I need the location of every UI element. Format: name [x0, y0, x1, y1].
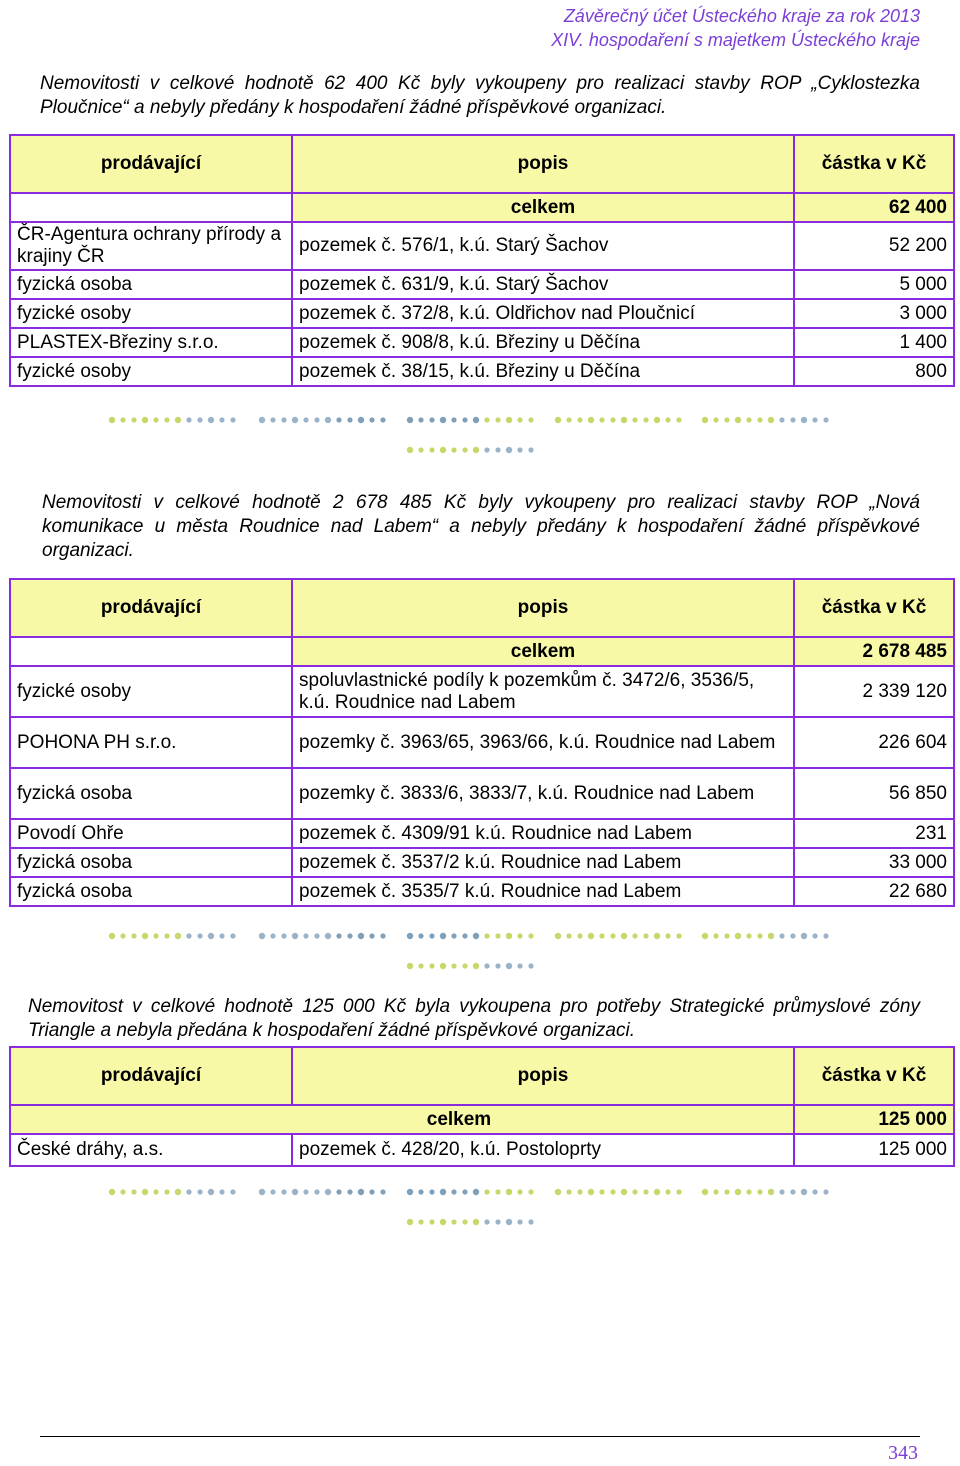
- ornament-dot: [451, 1189, 456, 1194]
- seller-cell: fyzická osoba: [10, 877, 292, 906]
- ornament-dot: [230, 417, 235, 422]
- ornament-dot: [230, 933, 235, 938]
- ornament-dot: [418, 963, 423, 968]
- ornament-dot: [528, 417, 533, 422]
- seller-cell: POHONA PH s.r.o.: [10, 717, 292, 768]
- ornament-dot: [517, 963, 522, 968]
- ornament-dot: [131, 417, 136, 422]
- ornament-dot: [495, 1219, 500, 1224]
- ornament-dot: [632, 1189, 637, 1194]
- ornament-dot: [175, 417, 181, 423]
- ornament-dot: [812, 933, 817, 938]
- ornament-dot: [555, 417, 561, 423]
- table-row: [10, 666, 954, 717]
- table-header-row: [10, 1047, 954, 1105]
- ornament-dot: [164, 417, 169, 422]
- seller-cell: PLASTEX-Březiny s.r.o.: [10, 328, 292, 357]
- amount-cell: 226 604: [794, 717, 954, 768]
- ornament-dot: [473, 963, 479, 969]
- ornament-dot: [577, 933, 582, 938]
- ornament-dot: [506, 1219, 512, 1225]
- ornament-dot: [281, 1189, 286, 1194]
- ornament-dot: [473, 447, 479, 453]
- ornament-dot: [823, 417, 828, 422]
- ornament-dot: [517, 417, 522, 422]
- ornament-dot: [440, 933, 446, 939]
- ornament-dot: [407, 417, 413, 423]
- ornament-dot: [713, 1189, 718, 1194]
- ornament-dot: [702, 417, 708, 423]
- ornament-dot: [407, 447, 413, 453]
- ornament-dot: [801, 1189, 807, 1195]
- ornament-dot: [314, 933, 319, 938]
- ornament-dot: [303, 933, 308, 938]
- desc-cell: pozemek č. 631/9, k.ú. Starý Šachov: [292, 270, 794, 299]
- ornament-dot: [347, 1189, 352, 1194]
- ornament-dot: [588, 933, 594, 939]
- ornament-dot: [230, 1189, 235, 1194]
- seller-cell: fyzická osoba: [10, 848, 292, 877]
- ornament-dot: [462, 933, 467, 938]
- table-header-row: [10, 579, 954, 637]
- ornament-dot: [380, 933, 385, 938]
- table-row: [10, 270, 954, 299]
- ornament-dot: [757, 1189, 762, 1194]
- col-header-amount: částka v Kč: [794, 1047, 954, 1105]
- ornament-dot: [120, 1189, 125, 1194]
- ornament-dot: [259, 1189, 265, 1195]
- table-row: [10, 299, 954, 328]
- amount-cell: 52 200: [794, 222, 954, 270]
- ornament-dot: [407, 963, 413, 969]
- desc-cell: pozemek č. 576/1, k.ú. Starý Šachov: [292, 222, 794, 270]
- ornament-dot: [219, 1189, 224, 1194]
- section1-table: [9, 134, 955, 387]
- ornament-dot: [347, 417, 352, 422]
- amount-cell: 56 850: [794, 768, 954, 819]
- seller-cell: České dráhy, a.s.: [10, 1134, 292, 1166]
- ornament-dot: [779, 933, 784, 938]
- table-row: [10, 357, 954, 386]
- ornament-dot: [292, 1189, 298, 1195]
- ornament-dot: [197, 417, 202, 422]
- ornament-dot: [517, 1219, 522, 1224]
- ornament-dot: [566, 933, 571, 938]
- col-header-desc: popis: [292, 1047, 794, 1105]
- table-row: [10, 717, 954, 768]
- ornament-dot: [599, 1189, 604, 1194]
- seller-cell: fyzická osoba: [10, 768, 292, 819]
- ornament-dot: [566, 417, 571, 422]
- ornament-dot: [577, 417, 582, 422]
- ornament-dot: [462, 963, 467, 968]
- ornament-dot: [610, 933, 615, 938]
- ornament-dot: [142, 933, 148, 939]
- document-header: [551, 4, 920, 52]
- col-header-desc: popis: [292, 579, 794, 637]
- ornament-dot: [654, 933, 660, 939]
- ornament-dot: [506, 447, 512, 453]
- ornament-dot: [484, 447, 489, 452]
- amount-cell: 125 000: [794, 1134, 954, 1166]
- seller-cell: fyzické osoby: [10, 666, 292, 717]
- seller-cell: ČR-Agentura ochrany přírody a krajiny ČR: [10, 222, 292, 270]
- ornament-dot: [314, 417, 319, 422]
- ornament-dot: [440, 1189, 446, 1195]
- amount-cell: 1 400: [794, 328, 954, 357]
- desc-cell: pozemek č. 4309/91 k.ú. Roudnice nad Labem: [292, 819, 794, 848]
- ornament-dot: [197, 933, 202, 938]
- ornament-dot: [506, 417, 512, 423]
- ornament-dot: [429, 1189, 434, 1194]
- ornament-dot: [369, 417, 374, 422]
- ornament-dot: [566, 1189, 571, 1194]
- ornament-dot: [462, 1189, 467, 1194]
- ornament-dot: [654, 1189, 660, 1195]
- ornament-dot: [109, 1189, 115, 1195]
- ornament-dot: [588, 417, 594, 423]
- ornament-dot: [440, 447, 446, 453]
- ornament-dot: [369, 1189, 374, 1194]
- ornament-dot: [380, 1189, 385, 1194]
- section2-paragraph: Nemovitosti v celkové hodnotě 2 678 485 Kč byly vykoupeny pro realizaci stavby ROP „Nová komunikace u města Roudnice nad Labem“ a nebyly předány k hospodaření žádné příspěvkové organizaci.: [42, 492, 920, 561]
- ornament-dot: [197, 1189, 202, 1194]
- ornament-dot: [131, 1189, 136, 1194]
- ornament-dot: [142, 417, 148, 423]
- ornament-dot: [528, 1219, 533, 1224]
- ornament-dot: [599, 933, 604, 938]
- ornament-dot: [577, 1189, 582, 1194]
- ornament-dot: [790, 1189, 795, 1194]
- ornament-dot: [175, 1189, 181, 1195]
- ornament-dot: [555, 933, 561, 939]
- ornament-dot: [336, 1189, 341, 1194]
- section2-table: [9, 578, 955, 907]
- desc-cell: spoluvlastnické podíly k pozemkům č. 3472/6, 3536/5, k.ú. Roudnice nad Labem: [292, 666, 794, 717]
- ornament-dot: [153, 1189, 158, 1194]
- table-header-row: [10, 135, 954, 193]
- ornament-dot: [451, 933, 456, 938]
- ornament-dot: [153, 933, 158, 938]
- ornament-dot: [555, 1189, 561, 1195]
- ornament-dot: [473, 417, 479, 423]
- ornament-dot: [336, 417, 341, 422]
- total-value: 2 678 485: [794, 637, 954, 666]
- ornament-dot: [484, 1189, 489, 1194]
- ornament-dot: [347, 933, 352, 938]
- ornament-dot: [292, 933, 298, 939]
- col-header-amount: částka v Kč: [794, 135, 954, 193]
- decorative-divider: [0, 1182, 960, 1242]
- ornament-dot: [336, 933, 341, 938]
- ornament-dot: [528, 933, 533, 938]
- desc-cell: pozemek č. 3535/7 k.ú. Roudnice nad Labem: [292, 877, 794, 906]
- ornament-dot: [208, 417, 214, 423]
- ornament-dot: [219, 417, 224, 422]
- ornament-dot: [599, 417, 604, 422]
- amount-cell: 800: [794, 357, 954, 386]
- ornament-dot: [528, 447, 533, 452]
- ornament-dot: [281, 933, 286, 938]
- col-header-seller: prodávající: [10, 135, 292, 193]
- amount-cell: 33 000: [794, 848, 954, 877]
- ornament-dot: [303, 417, 308, 422]
- ornament-dot: [270, 1189, 275, 1194]
- ornament-dot: [131, 933, 136, 938]
- section3-paragraph: Nemovitost v celkové hodnotě 125 000 Kč byla vykoupena pro potřeby Strategické průmyslové zóny Triangle a nebyla předána k hospodaření žádné příspěvkové organizaci.: [28, 996, 920, 1041]
- desc-cell: pozemek č. 38/15, k.ú. Březiny u Děčína: [292, 357, 794, 386]
- ornament-dot: [735, 417, 741, 423]
- ornament-dot: [643, 1189, 648, 1194]
- desc-cell: pozemek č. 372/8, k.ú. Oldřichov nad Ploučnicí: [292, 299, 794, 328]
- ornament-dot: [812, 1189, 817, 1194]
- ornament-dot: [418, 447, 423, 452]
- ornament-dot: [735, 933, 741, 939]
- section3-table: [9, 1046, 955, 1167]
- ornament-dot: [768, 417, 774, 423]
- ornament-dot: [757, 417, 762, 422]
- ornament-dot: [440, 963, 446, 969]
- table-total-row: [10, 1105, 954, 1134]
- ornament-dot: [429, 963, 434, 968]
- ornament-dot: [418, 1219, 423, 1224]
- ornament-dot: [484, 933, 489, 938]
- ornament-dot: [702, 1189, 708, 1195]
- ornament-dot: [462, 417, 467, 422]
- ornament-dot: [724, 1189, 729, 1194]
- ornament-dot: [473, 1189, 479, 1195]
- amount-cell: 2 339 120: [794, 666, 954, 717]
- ornament-dot: [528, 963, 533, 968]
- section1-paragraph: Nemovitosti v celkové hodnotě 62 400 Kč byly vykoupeny pro realizaci stavby ROP „Cyklostezka Ploučnice“ a nebyly předány k hospodaření žádné příspěvkové organizaci.: [40, 73, 920, 118]
- ornament-dot: [713, 933, 718, 938]
- ornament-dot: [429, 1219, 434, 1224]
- ornament-dot: [735, 1189, 741, 1195]
- desc-cell: pozemek č. 908/8, k.ú. Březiny u Děčína: [292, 328, 794, 357]
- decorative-divider: [0, 926, 960, 986]
- ornament-dot: [462, 447, 467, 452]
- ornament-dot: [643, 933, 648, 938]
- ornament-dot: [724, 417, 729, 422]
- ornament-dot: [462, 1219, 467, 1224]
- ornament-dot: [292, 417, 298, 423]
- table-row: [10, 819, 954, 848]
- table-total-row: [10, 637, 954, 666]
- header-line-2: XIV. hospodaření s majetkem Ústeckého kraje: [551, 30, 920, 50]
- ornament-dot: [643, 417, 648, 422]
- ornament-dot: [757, 933, 762, 938]
- ornament-dot: [790, 417, 795, 422]
- ornament-dot: [676, 933, 681, 938]
- ornament-dot: [303, 1189, 308, 1194]
- ornament-dot: [517, 447, 522, 452]
- ornament-dot: [259, 417, 265, 423]
- seller-cell: Povodí Ohře: [10, 819, 292, 848]
- ornament-dot: [473, 933, 479, 939]
- ornament-dot: [812, 417, 817, 422]
- ornament-dot: [358, 933, 364, 939]
- ornament-dot: [495, 963, 500, 968]
- table-row: [10, 877, 954, 906]
- ornament-dot: [588, 1189, 594, 1195]
- ornament-dot: [451, 447, 456, 452]
- table-row: [10, 1134, 954, 1166]
- ornament-dot: [801, 417, 807, 423]
- ornament-dot: [801, 933, 807, 939]
- ornament-dot: [768, 933, 774, 939]
- amount-cell: 5 000: [794, 270, 954, 299]
- ornament-dot: [369, 933, 374, 938]
- ornament-dot: [610, 417, 615, 422]
- ornament-dot: [325, 417, 331, 423]
- ornament-dot: [418, 417, 423, 422]
- ornament-dot: [654, 417, 660, 423]
- table-total-row: [10, 193, 954, 222]
- ornament-dot: [473, 1219, 479, 1225]
- table-row: [10, 328, 954, 357]
- ornament-dot: [208, 1189, 214, 1195]
- seller-cell: fyzické osoby: [10, 299, 292, 328]
- ornament-dot: [109, 417, 115, 423]
- seller-cell: fyzické osoby: [10, 357, 292, 386]
- ornament-dot: [407, 1219, 413, 1225]
- desc-cell: pozemek č. 3537/2 k.ú. Roudnice nad Labem: [292, 848, 794, 877]
- ornament-dot: [495, 447, 500, 452]
- ornament-dot: [325, 933, 331, 939]
- ornament-dot: [517, 933, 522, 938]
- ornament-dot: [746, 1189, 751, 1194]
- ornament-dot: [451, 963, 456, 968]
- ornament-dot: [451, 417, 456, 422]
- ornament-dot: [270, 933, 275, 938]
- ornament-dot: [506, 963, 512, 969]
- ornament-dot: [142, 1189, 148, 1195]
- decorative-divider: [0, 410, 960, 470]
- ornament-dot: [823, 1189, 828, 1194]
- ornament-dot: [665, 417, 670, 422]
- ornament-dot: [632, 933, 637, 938]
- ornament-dot: [186, 1189, 191, 1194]
- ornament-dot: [779, 1189, 784, 1194]
- ornament-dot: [779, 417, 784, 422]
- table-row: [10, 848, 954, 877]
- desc-cell: pozemky č. 3963/65, 3963/66, k.ú. Roudnice nad Labem: [292, 717, 794, 768]
- ornament-dot: [219, 933, 224, 938]
- ornament-dot: [746, 417, 751, 422]
- table-row: [10, 768, 954, 819]
- ornament-dot: [314, 1189, 319, 1194]
- col-header-desc: popis: [292, 135, 794, 193]
- ornament-dot: [380, 417, 385, 422]
- total-label: celkem: [292, 637, 794, 666]
- table-row: [10, 222, 954, 270]
- ornament-dot: [621, 417, 627, 423]
- page-number: 343: [888, 1442, 918, 1464]
- ornament-dot: [407, 1189, 413, 1195]
- ornament-dot: [506, 1189, 512, 1195]
- ornament-dot: [495, 1189, 500, 1194]
- ornament-dot: [823, 933, 828, 938]
- ornament-dot: [418, 933, 423, 938]
- ornament-dot: [358, 1189, 364, 1195]
- ornament-dot: [153, 417, 158, 422]
- amount-cell: 3 000: [794, 299, 954, 328]
- ornament-dot: [270, 417, 275, 422]
- ornament-dot: [429, 447, 434, 452]
- ornament-dot: [484, 417, 489, 422]
- total-value: 62 400: [794, 193, 954, 222]
- ornament-dot: [208, 933, 214, 939]
- header-line-1: Závěrečný účet Ústeckého kraje za rok 2013: [563, 6, 920, 26]
- ornament-dot: [746, 933, 751, 938]
- ornament-dot: [418, 1189, 423, 1194]
- desc-cell: pozemky č. 3833/6, 3833/7, k.ú. Roudnice nad Labem: [292, 768, 794, 819]
- ornament-dot: [610, 1189, 615, 1194]
- ornament-dot: [325, 1189, 331, 1195]
- amount-cell: 231: [794, 819, 954, 848]
- ornament-dot: [632, 417, 637, 422]
- total-label: celkem: [10, 1105, 794, 1134]
- ornament-dot: [621, 1189, 627, 1195]
- ornament-dot: [484, 963, 489, 968]
- ornament-dot: [120, 933, 125, 938]
- ornament-dot: [120, 417, 125, 422]
- ornament-dot: [186, 417, 191, 422]
- ornament-dot: [676, 1189, 681, 1194]
- col-header-seller: prodávající: [10, 1047, 292, 1105]
- total-label: celkem: [292, 193, 794, 222]
- ornament-dot: [517, 1189, 522, 1194]
- ornament-dot: [175, 933, 181, 939]
- ornament-dot: [713, 417, 718, 422]
- ornament-dot: [528, 1189, 533, 1194]
- ornament-dot: [451, 1219, 456, 1224]
- ornament-dot: [440, 417, 446, 423]
- footer-rule: [40, 1436, 920, 1437]
- ornament-dot: [702, 933, 708, 939]
- col-header-seller: prodávající: [10, 579, 292, 637]
- ornament-dot: [724, 933, 729, 938]
- ornament-dot: [621, 933, 627, 939]
- ornament-dot: [484, 1219, 489, 1224]
- ornament-dot: [790, 933, 795, 938]
- col-header-amount: částka v Kč: [794, 579, 954, 637]
- ornament-dot: [164, 1189, 169, 1194]
- ornament-dot: [495, 933, 500, 938]
- ornament-dot: [665, 933, 670, 938]
- ornament-dot: [109, 933, 115, 939]
- ornament-dot: [676, 417, 681, 422]
- ornament-dot: [186, 933, 191, 938]
- ornament-dot: [429, 933, 434, 938]
- ornament-dot: [495, 417, 500, 422]
- seller-cell: fyzická osoba: [10, 270, 292, 299]
- ornament-dot: [768, 1189, 774, 1195]
- desc-cell: pozemek č. 428/20, k.ú. Postoloprty: [292, 1134, 794, 1166]
- ornament-dot: [358, 417, 364, 423]
- total-value: 125 000: [794, 1105, 954, 1134]
- ornament-dot: [281, 417, 286, 422]
- ornament-dot: [429, 417, 434, 422]
- amount-cell: 22 680: [794, 877, 954, 906]
- ornament-dot: [259, 933, 265, 939]
- ornament-dot: [440, 1219, 446, 1225]
- ornament-dot: [407, 933, 413, 939]
- ornament-dot: [164, 933, 169, 938]
- ornament-dot: [665, 1189, 670, 1194]
- ornament-dot: [506, 933, 512, 939]
